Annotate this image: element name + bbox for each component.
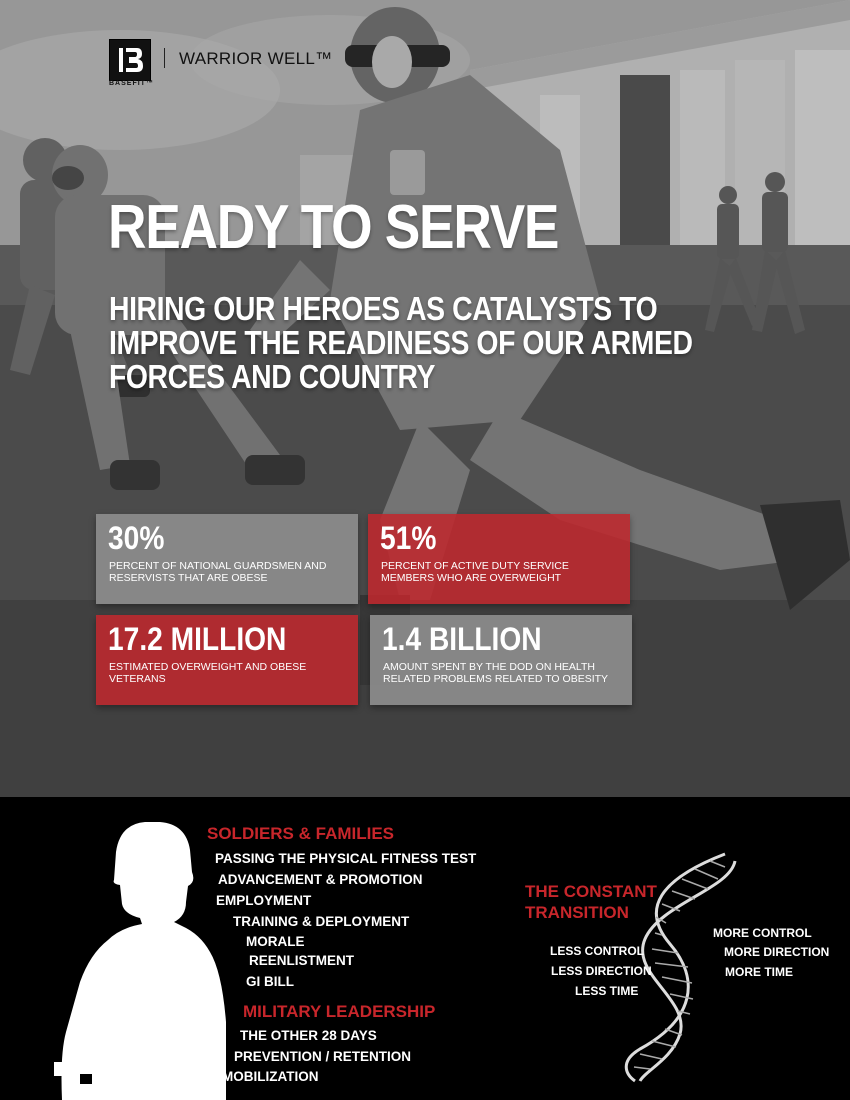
stat-value: 1.4 BILLION xyxy=(382,621,542,657)
stat-card-active-duty-overweight xyxy=(368,514,630,604)
transition-left-item: LESS CONTROL xyxy=(550,944,645,958)
subtitle-line: FORCES AND COUNTRY xyxy=(109,358,435,395)
subtitle-line: IMPROVE THE READINESS OF OUR ARMED xyxy=(109,324,693,361)
list-item: EMPLOYMENT xyxy=(216,893,312,908)
soldiers-families-heading: SOLDIERS & FAMILIES xyxy=(207,824,395,843)
bottom-section xyxy=(0,797,850,1100)
stat-description: ESTIMATED OVERWEIGHT AND OBESE VETERANS xyxy=(109,661,307,685)
stat-card-veterans-overweight xyxy=(96,615,358,705)
transition-left-item: LESS DIRECTION xyxy=(551,964,652,978)
page-subtitle xyxy=(109,292,693,394)
constant-transition-heading xyxy=(525,881,657,923)
list-item: PASSING THE PHYSICAL FITNESS TEST xyxy=(215,851,477,866)
list-item: THE OTHER 28 DAYS xyxy=(240,1028,377,1043)
list-item: ADVANCEMENT & PROMOTION xyxy=(218,872,423,887)
subtitle-line: HIRING OUR HEROES AS CATALYSTS TO xyxy=(109,290,658,327)
product-title: WARRIOR WELL™ xyxy=(179,49,333,68)
stat-card-guardsmen-obese xyxy=(96,514,358,604)
transition-right-item: MORE TIME xyxy=(725,965,793,979)
stat-description: PERCENT OF ACTIVE DUTY SERVICE MEMBERS WHO ARE OVERWEIGHT xyxy=(381,560,569,584)
list-item: MOBILIZATION xyxy=(222,1069,319,1084)
list-item: MORALE xyxy=(246,934,305,949)
stat-description: AMOUNT SPENT BY THE DOD ON HEALTH RELATED PROBLEMS RELATED TO OBESITY xyxy=(383,661,609,685)
stat-value: 17.2 MILLION xyxy=(108,621,287,657)
stat-value: 51% xyxy=(380,520,437,556)
list-item: TRAINING & DEPLOYMENT xyxy=(233,914,410,929)
stat-value: 30% xyxy=(108,520,165,556)
logo-divider xyxy=(164,48,165,68)
page-title: READY TO SERVE xyxy=(108,193,559,262)
list-item: REENLISTMENT xyxy=(249,953,355,968)
soldier-silhouette-icon xyxy=(50,822,230,1100)
stat-description: PERCENT OF NATIONAL GUARDSMEN AND RESERVISTS THAT ARE OBESE xyxy=(109,560,327,584)
logo-glyph xyxy=(110,40,150,80)
list-item: GI BILL xyxy=(246,974,294,989)
heading-line: TRANSITION xyxy=(525,903,629,922)
list-item: PREVENTION / RETENTION xyxy=(234,1049,412,1064)
transition-right-item: MORE DIRECTION xyxy=(724,945,830,959)
heading-line: THE CONSTANT xyxy=(525,882,657,901)
stat-card-dod-spending xyxy=(370,615,632,705)
transition-right-item: MORE CONTROL xyxy=(713,926,812,940)
military-leadership-heading: MILITARY LEADERSHIP xyxy=(243,1002,436,1021)
transition-left-item: LESS TIME xyxy=(575,984,639,998)
logo-subtext: BASEFIT™ xyxy=(109,80,154,87)
basefit-logo-icon xyxy=(109,39,151,81)
